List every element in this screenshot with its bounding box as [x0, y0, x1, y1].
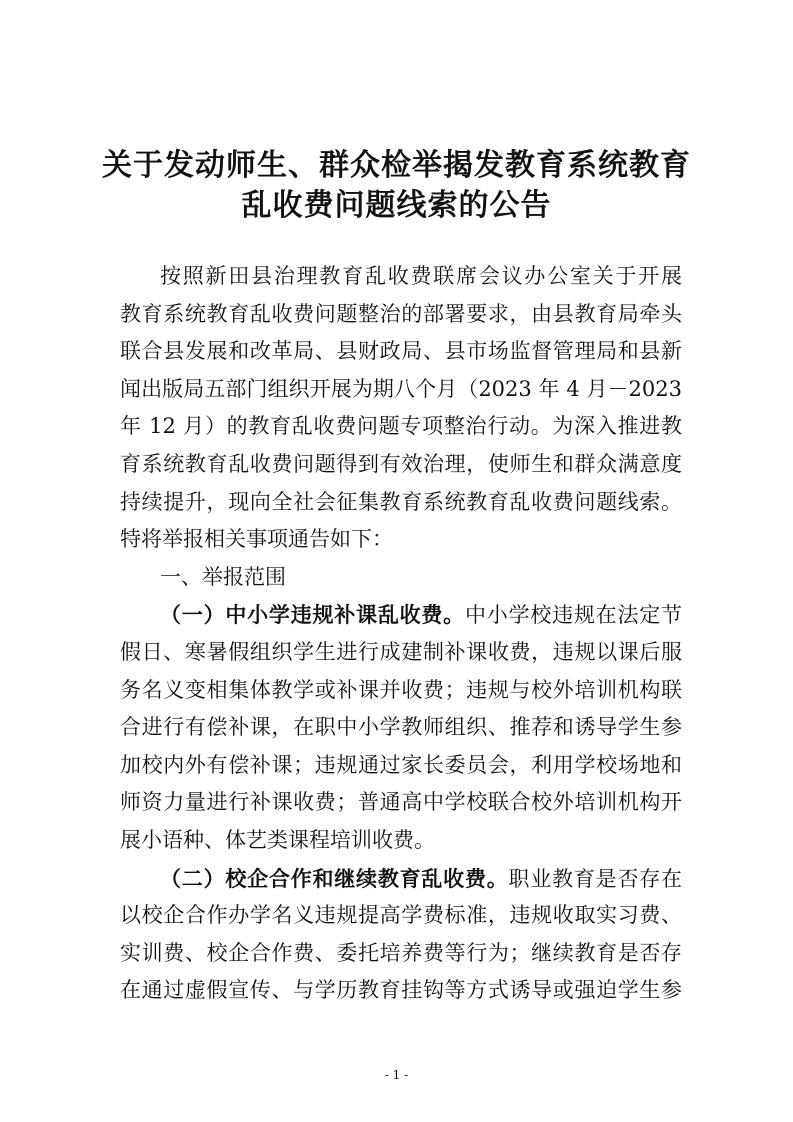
section-heading: （一）中小学违规补课乱收费。 [160, 602, 465, 628]
text-line [120, 596, 682, 634]
text-line [120, 634, 682, 672]
line-text: 假日、寒暑假组织学生进行成建制补课收费，违规以课后服 [120, 639, 682, 664]
line-text: 以校企合作办学名义违规提高学费标准，违规收取实习费、 [120, 903, 682, 928]
line-text: 闻出版局五部门组织开展为期八个月（2023 年 4 月－2023 [120, 376, 682, 401]
line-text: 按照新田县治理教育乱收费联席会议办公室关于开展 [160, 264, 682, 288]
text-line [120, 860, 682, 898]
text-line [120, 672, 682, 710]
page-number: - 1 - [384, 1068, 409, 1082]
text-line [120, 747, 682, 785]
text-line [120, 897, 682, 935]
line-text: 合进行有偿补课，在职中小学教师组织、推荐和诱导学生参 [120, 715, 682, 740]
text-line [120, 521, 682, 559]
line-text: 在通过虚假宣传、与学历教育挂钩等方式诱导或强迫学生参 [120, 978, 682, 1003]
line-text: 一、举报范围 [160, 564, 286, 589]
text-line [120, 296, 682, 334]
line-text: 持续提升，现向全社会征集教育系统教育乱收费问题线索。 [120, 489, 682, 514]
document-title-line-1: 关于发动师生、群众检举揭发教育系统教育 [102, 148, 691, 183]
text-line [120, 709, 682, 747]
text-line [120, 371, 682, 409]
line-text: 特将举报相关事项通告如下： [120, 527, 393, 552]
line-text: 实训费、校企合作费、委托培养费等行为；继续教育是否存 [120, 940, 682, 965]
document-body [120, 258, 682, 1010]
section-heading: （二）校企合作和继续教育乱收费。 [160, 865, 509, 891]
line-text: 展小语种、体艺类课程培训收费。 [120, 827, 435, 852]
document-title-line-2: 乱收费问题线索的公告 [241, 188, 552, 223]
text-line [120, 559, 682, 597]
line-text: 职业教育是否存在 [508, 866, 683, 891]
line-text: 育系统教育乱收费问题得到有效治理，使师生和群众满意度 [120, 451, 682, 476]
text-line [120, 258, 682, 296]
line-text: 联合县发展和改革局、县财政局、县市场监督管理局和县新 [120, 339, 682, 364]
text-line [120, 333, 682, 371]
line-text: 务名义变相集体教学或补课并收费；违规与校外培训机构联 [120, 677, 682, 702]
text-line [120, 446, 682, 484]
line-text: 中小学校违规在法定节 [464, 603, 683, 628]
line-text: 加校内外有偿补课；违规通过家长委员会，利用学校场地和 [120, 752, 682, 777]
line-text: 教育系统教育乱收费问题整治的部署要求，由县教育局牵头 [120, 301, 682, 326]
text-line [120, 972, 682, 1010]
line-text: 师资力量进行补课收费；普通高中学校联合校外培训机构开 [120, 790, 682, 815]
text-line [120, 935, 682, 973]
line-text: 年 12 月）的教育乱收费问题专项整治行动。为深入推进教 [120, 414, 682, 439]
text-line [120, 484, 682, 522]
text-line [120, 784, 682, 822]
text-line [120, 822, 682, 860]
text-line [120, 408, 682, 446]
